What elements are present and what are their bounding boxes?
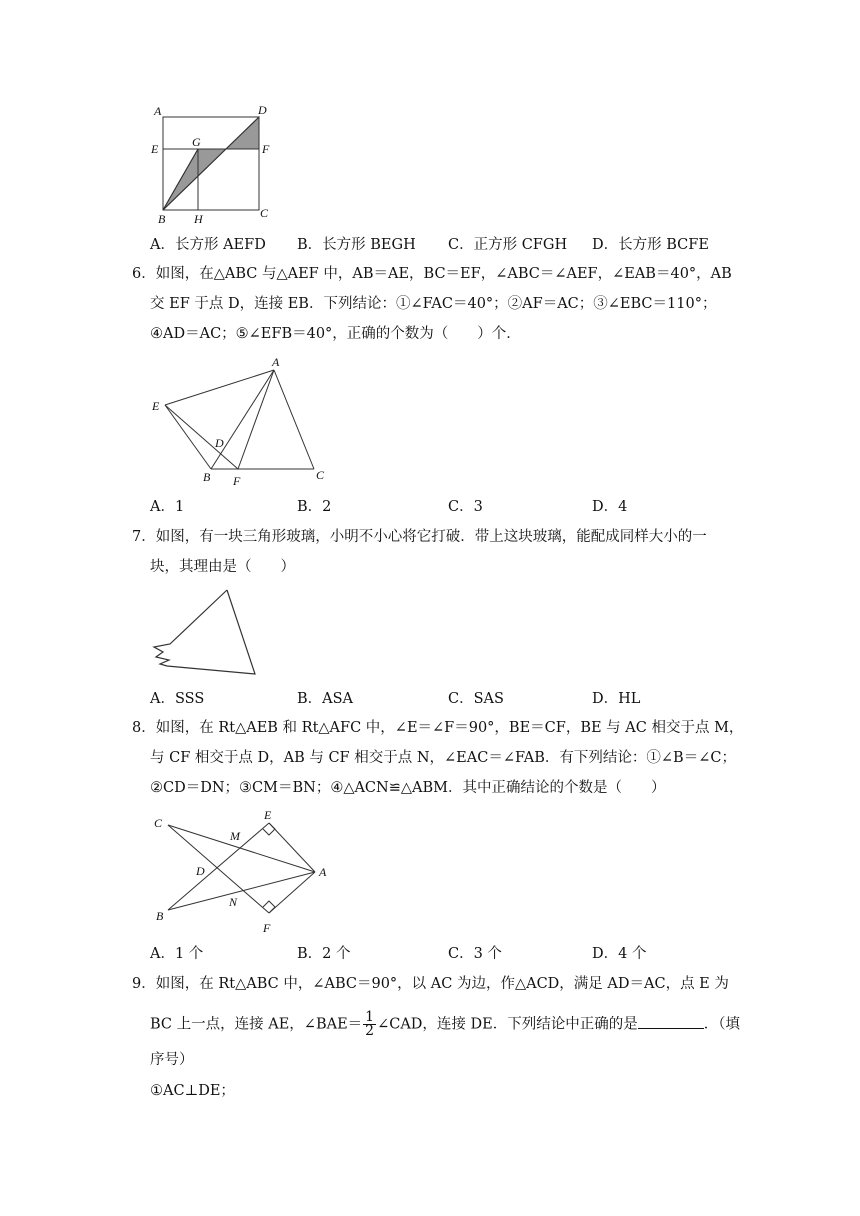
q8-label-F: F [263, 921, 271, 935]
q6-option-d: D．4 [592, 499, 628, 515]
q5-option-a: A．长方形 AEFD [150, 237, 266, 253]
q5-figure [150, 100, 280, 228]
q5-option-b: B．长方形 BEGH [297, 237, 416, 253]
q5-label-B: B [158, 212, 166, 226]
q9-fraction-half [363, 1011, 376, 1038]
q8-label-N: N [229, 895, 238, 909]
q5-label-D: D [258, 103, 267, 117]
q5-label-C: C [260, 206, 269, 220]
q8-option-a: A．1 个 [150, 946, 204, 962]
q8-label-C: C [154, 816, 163, 830]
q8-text-line-1: 8．如图，在 Rt△AEB 和 Rt△AFC 中，∠E＝∠F＝90°，BE＝CF，BE 与 AC 相交于点 M， [132, 720, 744, 736]
q8-option-b: B．2 个 [297, 946, 351, 962]
q9-text-line-1: 9．如图，在 Rt△ABC 中，∠ABC＝90°，以 AC 为边，作△ACD，满足 AD＝AC，点 E 为 [132, 976, 729, 992]
q8-right-angle-f [263, 901, 275, 913]
q8-right-angle-e [263, 823, 275, 835]
q6-text-line-2: 交 EF 于点 D，连接 EB．下列结论：①∠FAC＝40°；②AF＝AC；③∠EBC＝110°； [150, 296, 717, 312]
q6-text-line-3: ④AD＝AC；⑤∠EFB＝40°，正确的个数为（ ）个． [150, 326, 521, 342]
q6-label-F: F [233, 474, 241, 488]
q7-option-b: B．ASA [297, 691, 354, 707]
q9-text-line-3: 序号） [150, 1052, 194, 1068]
q9-answer-blank[interactable] [638, 1014, 704, 1029]
q8-text-line-3: ②CD＝DN；③CM＝BN；④△ACN≌△ABM．其中正确结论的个数是（ ） [150, 780, 666, 796]
q8-label-A: A [319, 865, 327, 879]
q8-option-c: C．3 个 [448, 946, 502, 962]
q7-option-c: C．SAS [448, 691, 504, 707]
q6-option-a: A．1 [150, 499, 185, 515]
q5-label-F: F [262, 142, 270, 156]
q5-label-A: A [154, 104, 162, 118]
q8-label-E: E [264, 808, 272, 822]
q8-label-M: M [230, 829, 240, 843]
q9-text-line-2 [150, 1011, 740, 1038]
q5-label-G: G [192, 135, 201, 149]
q9-frac-numerator: 1 [365, 1009, 375, 1025]
q7-text-line-2: 块，其理由是（ ） [150, 559, 295, 575]
q5-label-E: E [151, 142, 159, 156]
q6-figure [148, 355, 338, 490]
q9-frac-denominator: 2 [365, 1023, 375, 1039]
q5-option-d: D．长方形 BCFE [592, 237, 709, 253]
q5-option-c: C．正方形 CFGH [448, 237, 568, 253]
q9-line2-tail: ．（填 [703, 1016, 740, 1033]
q5-label-H: H [194, 212, 203, 226]
q8-label-D: D [196, 864, 205, 878]
q7-option-d: D．HL [592, 691, 641, 707]
q7-option-a: A．SSS [150, 691, 205, 707]
q6-label-D: D [215, 436, 224, 450]
q6-label-C: C [316, 468, 325, 482]
q6-label-A: A [272, 355, 280, 369]
q8-option-d: D．4 个 [592, 946, 647, 962]
q6-option-b: B．2 [297, 499, 332, 515]
q8-figure [148, 805, 338, 940]
q9-item-1: ①AC⊥DE； [150, 1083, 235, 1099]
q9-line2-post: ∠CAD，连接 DE．下列结论中正确的是 [377, 1016, 638, 1033]
q6-label-E: E [152, 399, 160, 413]
q6-label-B: B [203, 470, 211, 484]
q9-line2-pre: BC 上一点，连接 AE，∠BAE＝ [150, 1016, 363, 1033]
q8-label-B: B [156, 909, 164, 923]
q7-text-line-1: 7．如图，有一块三角形玻璃，小明不小心将它打破．带上这块玻璃，能配成同样大小的一 [132, 529, 707, 545]
q7-broken-glass-figure [150, 585, 260, 680]
q8-text-line-2: 与 CF 相交于点 D，AB 与 CF 相交于点 N，∠EAC＝∠FAB．有下列结论：①∠B＝∠C； [150, 750, 736, 766]
q6-option-c: C．3 [448, 499, 483, 515]
q6-text-line-1: 6．如图，在△ABC 与△AEF 中，AB＝AE，BC＝EF，∠ABC＝∠AEF，∠EAB＝40°，AB [132, 266, 732, 282]
